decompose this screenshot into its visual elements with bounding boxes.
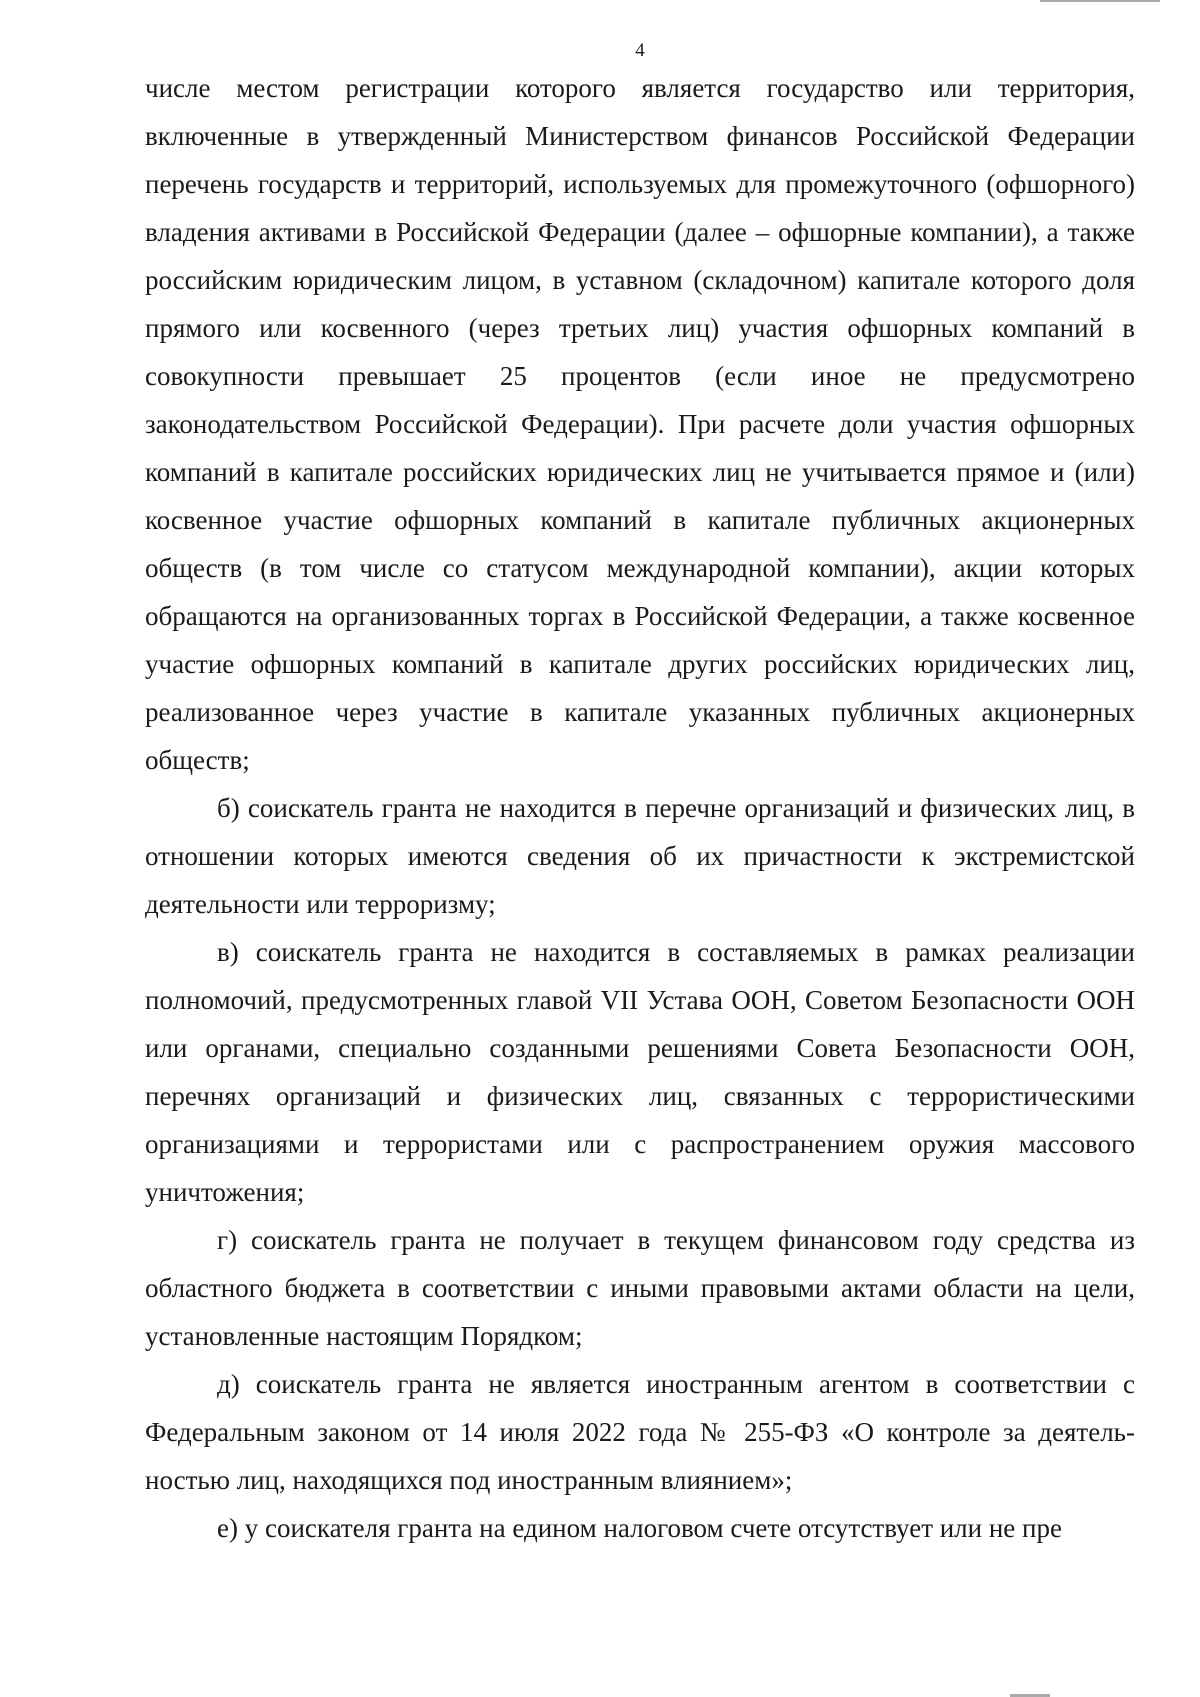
paragraph-item-b: б) соискатель гранта не находится в перечне организаций и физических лиц, в отношении которых имеются сведения об их причастности к экстремистской деятельности или терроризму;	[145, 793, 1135, 919]
paragraph-item-g: г) соискатель гранта не получает в текущем финансовом году средства из областного бюджета в соответствии с иными правовыми актами области на цели, установленные настоящим Порядком;	[145, 1225, 1135, 1351]
scan-mark-top	[1040, 0, 1160, 2]
paragraph-continuation: числе местом регистрации которого является государство или территория, включенные в утвержденный Министерством финансов Российской Федерации перечень государств и территорий, используемых для промежуточного (офшорного) владения активами в Российской Федерации (далее – офшорные компании), а также российским юридическим лицом, в уставном (складочном) капитале которого доля прямого или косвенного (через третьих лиц) участия офшорных компаний в совокупности превышает 25 процентов (если иное не предусмотрено законодательством Российской Федерации). При расчете доли участия офшорных компаний в капитале российских юридических лиц не учитывается прямое и (или) косвенное участие офшорных компаний в капитале публичных акционерных обществ (в том числе со статусом международной компании), акции которых обращаются на организованных торгах в Российской Федерации, а также косвенное участие офшорных компаний в капитале других российских юридических лиц, реализованное через участие в капитале указанных публичных акционерных обществ;	[145, 73, 1135, 775]
paragraph-item-d: д) соискатель гранта не является иностранным агентом в соответствии с Федеральным законом от 14 июля 2022 года № 255-ФЗ «О контроле за деятельностью лиц, находящихся под иностранным влиянием»;	[145, 1369, 1135, 1495]
document-body	[145, 64, 1135, 1552]
page-number: 4	[635, 40, 645, 61]
paragraph-item-v: в) соискатель гранта не находится в составляемых в рамках реализации полномочий, предусмотренных главой VII Устава ООН, Советом Безопасности ООН или органами, специально созданными решениями Совета Безопасности ООН, перечнях организаций и физических лиц, связанных с террористическими организациями и террористами или с распространением оружия массового уничтожения;	[145, 937, 1135, 1207]
paragraph-item-e: е) у соискателя гранта на едином налоговом счете отсутствует или не пре	[217, 1513, 1062, 1543]
